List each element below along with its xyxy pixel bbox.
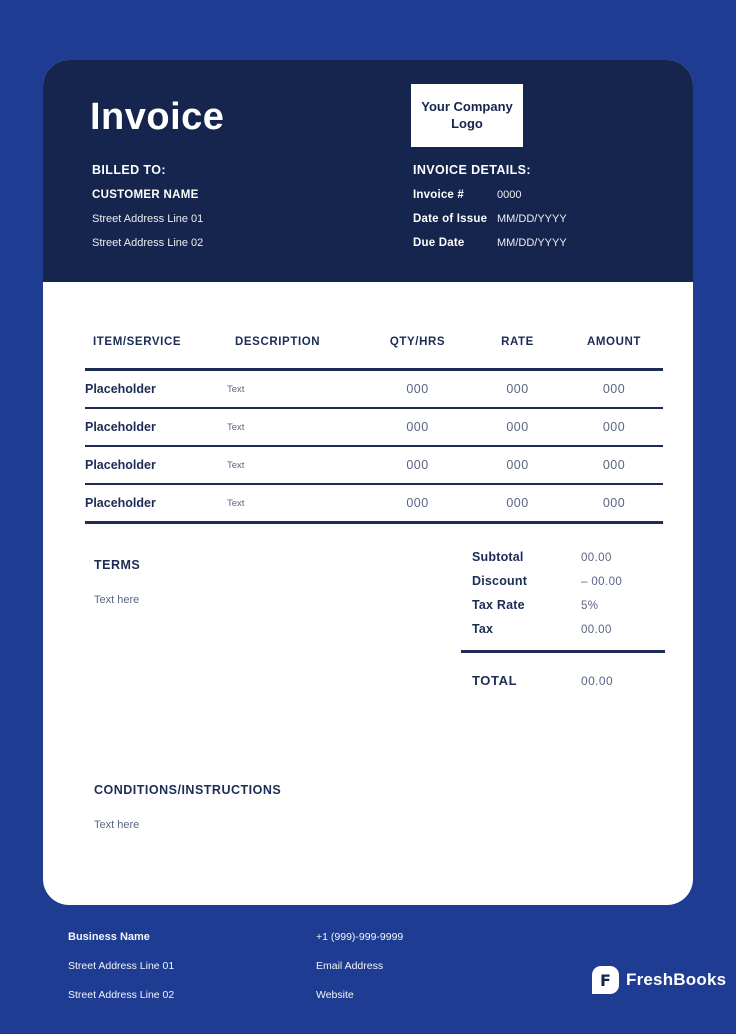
item-amount: 000 (602, 458, 626, 472)
business-phone: +1 (999)-999-9999 (316, 931, 404, 943)
conditions-label: CONDITIONS/INSTRUCTIONS (94, 783, 282, 797)
discount-label: Discount (472, 574, 528, 588)
freshbooks-leaf-icon (592, 966, 619, 994)
company-logo-placeholder (411, 84, 523, 147)
customer-address-line-1: Street Address Line 01 (92, 213, 204, 225)
column-header-qty-hrs: QTY/HRS (389, 336, 446, 348)
terms-text: Text here (94, 594, 140, 606)
total-value: 00.00 (581, 674, 614, 688)
invoice-title: Invoice (90, 96, 225, 138)
freshbooks-logo (592, 966, 726, 994)
due-date-row (413, 237, 567, 249)
tax-rate-row (461, 598, 665, 612)
company-logo-text: Your Company Logo (421, 99, 513, 131)
item-name: Placeholder (85, 496, 156, 510)
invoice-number-value: 0000 (497, 189, 522, 201)
conditions-text: Text here (94, 819, 140, 831)
column-header-description: DESCRIPTION (235, 336, 321, 348)
subtotal-label: Subtotal (472, 550, 524, 564)
discount-row (461, 574, 665, 588)
item-rate: 000 (506, 382, 529, 396)
totals-summary (461, 550, 665, 688)
business-website: Website (316, 989, 354, 1001)
tax-rate-label: Tax Rate (472, 598, 525, 612)
table-row (85, 371, 663, 409)
tax-value: 00.00 (581, 624, 612, 636)
total-row (461, 673, 665, 688)
conditions-section (94, 783, 281, 831)
item-name: Placeholder (85, 420, 156, 434)
date-of-issue-label: Date of Issue (413, 213, 488, 225)
invoice-card (43, 60, 693, 905)
column-header-rate: RATE (501, 336, 534, 348)
invoice-number-label: Invoice # (413, 189, 465, 201)
discount-value: – 00.00 (581, 576, 623, 588)
tax-rate-value: 5% (581, 600, 599, 612)
column-header-amount: AMOUNT (586, 336, 642, 348)
item-amount: 000 (602, 382, 626, 396)
invoice-details-label: INVOICE DETAILS: (413, 163, 531, 177)
item-description: Text (227, 383, 245, 395)
terms-label: TERMS (94, 558, 141, 572)
item-rate: 000 (506, 458, 529, 472)
item-rate: 000 (506, 420, 529, 434)
total-divider (461, 650, 665, 653)
item-rate: 000 (506, 496, 529, 510)
item-amount: 000 (602, 420, 626, 434)
business-address-line-2: Street Address Line 02 (68, 989, 175, 1001)
date-of-issue-value: MM/DD/YYYY (497, 213, 567, 225)
table-row (85, 447, 663, 485)
item-amount: 000 (602, 496, 626, 510)
invoice-number-row (413, 189, 567, 201)
business-email: Email Address (316, 960, 384, 972)
freshbooks-wordmark: FreshBooks (626, 970, 727, 989)
footer-contact-info (316, 931, 403, 1018)
business-name: Business Name (68, 931, 150, 943)
item-qty: 000 (406, 458, 429, 472)
tax-label: Tax (472, 622, 494, 636)
column-header-item-service: ITEM/SERVICE (93, 336, 182, 348)
invoice-details-section (413, 163, 567, 249)
customer-name: CUSTOMER NAME (92, 189, 199, 201)
item-name: Placeholder (85, 458, 156, 472)
item-description: Text (227, 421, 245, 433)
table-body (85, 371, 663, 524)
item-name: Placeholder (85, 382, 156, 396)
tax-row (461, 622, 665, 636)
due-date-value: MM/DD/YYYY (497, 237, 567, 249)
customer-address-line-2: Street Address Line 02 (92, 237, 204, 249)
date-of-issue-row (413, 213, 567, 225)
subtotal-row (461, 550, 665, 564)
subtotal-value: 00.00 (581, 552, 612, 564)
billed-to-section (92, 163, 203, 249)
business-address-line-1: Street Address Line 01 (68, 960, 175, 972)
item-description: Text (227, 497, 245, 509)
terms-section (94, 558, 140, 606)
due-date-label: Due Date (413, 237, 465, 249)
table-header-row (85, 336, 663, 371)
total-label: TOTAL (472, 673, 518, 688)
footer-business-info (68, 931, 174, 1018)
item-qty: 000 (406, 496, 429, 510)
billed-to-label: BILLED TO: (92, 163, 166, 177)
item-qty: 000 (406, 382, 429, 396)
item-description: Text (227, 459, 245, 471)
table-row (85, 409, 663, 447)
freshbooks-icon-letter: F (600, 970, 611, 990)
item-qty: 000 (406, 420, 429, 434)
invoice-header (43, 60, 693, 282)
line-items-table (85, 336, 663, 524)
table-row (85, 485, 663, 524)
